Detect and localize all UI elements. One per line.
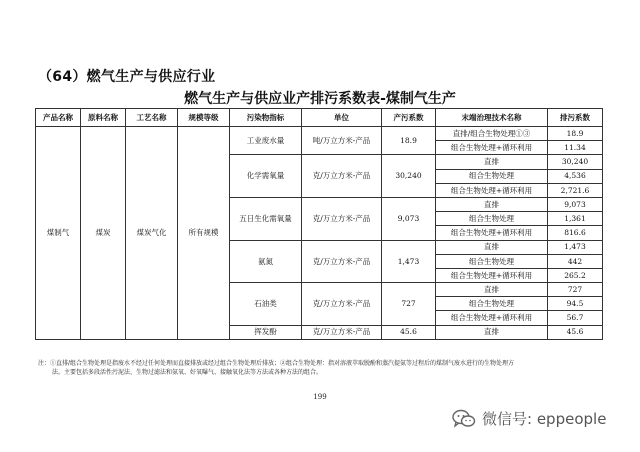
generation-coefficient: 18.9 xyxy=(382,127,436,155)
header-product: 产品名称 xyxy=(36,109,81,127)
emission-coefficient: 727 xyxy=(548,283,603,297)
pollutant-name: 石油类 xyxy=(230,283,302,326)
wechat-id-text: 微信号: eppeople xyxy=(482,410,607,428)
treatment-tech: 直排 xyxy=(436,197,548,211)
pollutant-name: 挥发酚 xyxy=(230,325,302,339)
generation-coefficient: 727 xyxy=(382,283,436,326)
pollutant-name: 氨氮 xyxy=(230,240,302,283)
emission-coefficient: 816.6 xyxy=(548,226,603,240)
treatment-tech: 组合生物处理+循环利用 xyxy=(436,311,548,325)
treatment-tech: 组合生物处理 xyxy=(436,169,548,183)
emission-coefficient: 1,473 xyxy=(548,240,603,254)
product-cell: 煤制气 xyxy=(36,127,81,340)
pollutant-unit: 吨/万立方米-产品 xyxy=(302,127,382,155)
header-emission: 排污系数 xyxy=(548,109,603,127)
emission-coefficient: 1,361 xyxy=(548,212,603,226)
treatment-tech: 组合生物处理 xyxy=(436,297,548,311)
scale-cell: 所有规模 xyxy=(178,127,230,340)
emission-coefficient: 45.6 xyxy=(548,325,603,339)
treatment-tech: 直排 xyxy=(436,283,548,297)
table-title: 燃气生产与供应业产排污系数表-煤制气生产 xyxy=(184,91,456,107)
emission-coefficient: 4,536 xyxy=(548,169,603,183)
section-heading: （64）燃气生产与供应行业 xyxy=(38,69,216,85)
pollutant-name: 五日生化需氧量 xyxy=(230,197,302,240)
treatment-tech: 组合生物处理+循环利用 xyxy=(436,268,548,282)
material-cell: 煤炭 xyxy=(81,127,126,340)
wechat-watermark xyxy=(452,408,606,429)
page-number: 199 xyxy=(313,393,327,401)
emission-coefficient: 11.34 xyxy=(548,141,603,155)
emission-coefficient: 442 xyxy=(548,254,603,268)
header-process: 工艺名称 xyxy=(126,109,178,127)
pollutant-name: 工业废水量 xyxy=(230,127,302,155)
treatment-tech: 直排 xyxy=(436,325,548,339)
emission-coefficient: 2,721.6 xyxy=(548,183,603,197)
generation-coefficient: 45.6 xyxy=(382,325,436,339)
header-scale: 规模等级 xyxy=(178,109,230,127)
wechat-icon xyxy=(452,409,476,429)
treatment-tech: 组合生物处理+循环利用 xyxy=(436,141,548,155)
pollutant-unit: 克/万立方米-产品 xyxy=(302,325,382,339)
treatment-tech: 组合生物处理 xyxy=(436,212,548,226)
header-unit: 单位 xyxy=(302,109,382,127)
header-treatment: 末端治理技术名称 xyxy=(436,109,548,127)
emission-coefficient-table xyxy=(35,108,603,340)
generation-coefficient: 9,073 xyxy=(382,197,436,240)
treatment-tech: 组合生物处理 xyxy=(436,254,548,268)
treatment-tech: 直排 xyxy=(436,155,548,169)
emission-coefficient: 56.7 xyxy=(548,311,603,325)
generation-coefficient: 1,473 xyxy=(382,240,436,283)
note-line: 法。主要包括多段活性污泥法、生物过滤法和氨氧、好氧曝气、接触氧化法等方法或各种方法的组合。 xyxy=(52,368,323,376)
pollutant-unit: 克/万立方米-产品 xyxy=(302,155,382,198)
header-row xyxy=(36,109,603,127)
process-cell: 煤炭气化 xyxy=(126,127,178,340)
emission-coefficient: 18.9 xyxy=(548,127,603,141)
emission-coefficient: 30,240 xyxy=(548,155,603,169)
emission-coefficient: 94.5 xyxy=(548,297,603,311)
treatment-tech: 组合生物处理+循环利用 xyxy=(436,183,548,197)
pollutant-unit: 克/万立方米-产品 xyxy=(302,197,382,240)
treatment-tech: 直排/组合生物处理①③ xyxy=(436,127,548,141)
treatment-tech: 直排 xyxy=(436,240,548,254)
generation-coefficient: 30,240 xyxy=(382,155,436,198)
header-pollutant: 污染物指标 xyxy=(230,109,302,127)
pollutant-unit: 克/万立方米-产品 xyxy=(302,283,382,326)
note-line: 注：①直排/组合生物处理是指废水不经过任何处理而直接排放或经过组合生物处理后排放；②组合生物处理：指对溶液萃取脱酚和蒸汽提氨等过程后的煤制气废水进行的生物处理方 xyxy=(38,360,515,367)
header-generation: 产污系数 xyxy=(382,109,436,127)
emission-coefficient: 265.2 xyxy=(548,268,603,282)
emission-coefficient: 9,073 xyxy=(548,197,603,211)
table-row xyxy=(36,127,603,141)
pollutant-name: 化学需氧量 xyxy=(230,155,302,198)
table-notes xyxy=(38,360,608,377)
treatment-tech: 组合生物处理+循环利用 xyxy=(436,226,548,240)
pollutant-unit: 克/万立方米-产品 xyxy=(302,240,382,283)
header-material: 原料名称 xyxy=(81,109,126,127)
